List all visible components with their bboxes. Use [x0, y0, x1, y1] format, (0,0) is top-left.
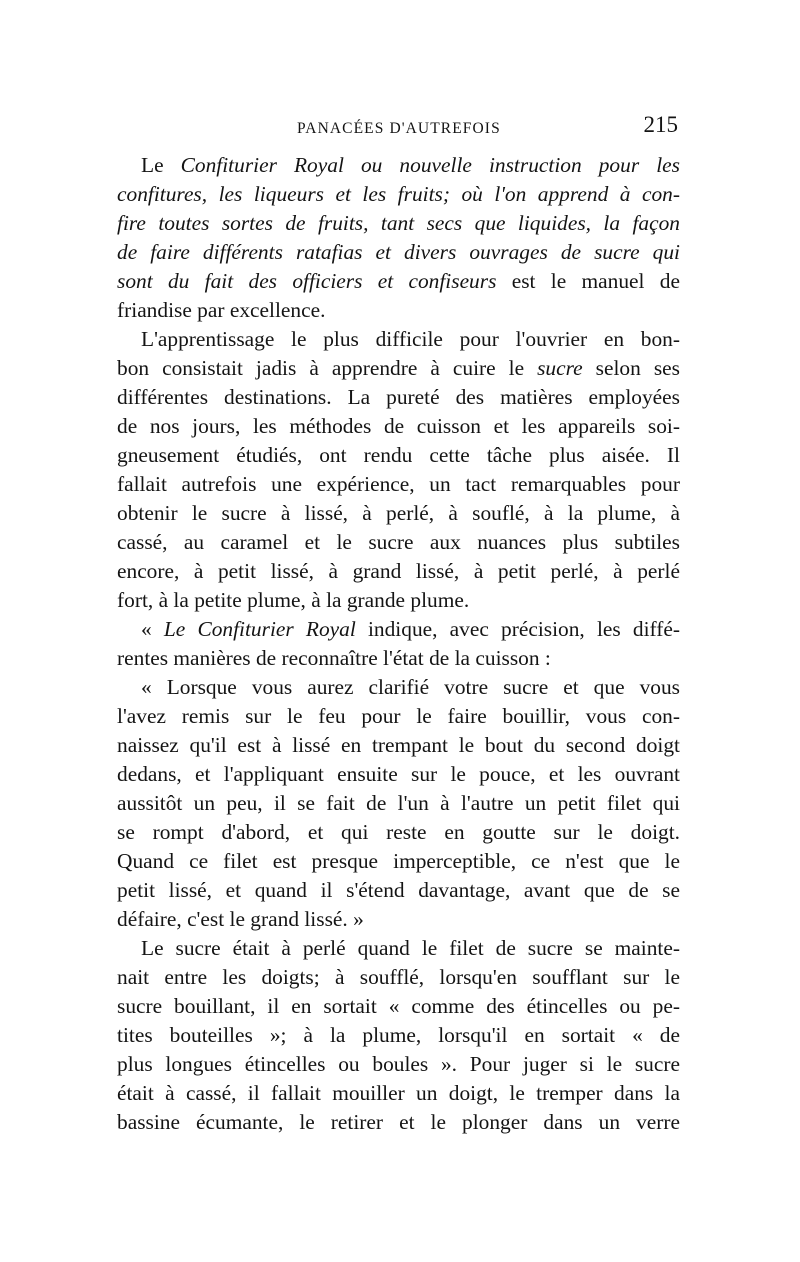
text-run: bon consistait jadis à apprendre à cuire le: [117, 356, 538, 380]
text-line: [117, 296, 680, 325]
text-run: sucre bouillant, il en sortait « comme des étincelles ou pe-: [117, 994, 680, 1018]
text-line: [117, 470, 680, 499]
italic-text: de faire différents ratafias et divers ouvrages de sucre qui: [117, 240, 680, 264]
text-run: encore, à petit lissé, à grand lissé, à petit perlé, à perlé: [117, 559, 680, 583]
text-line: [117, 238, 680, 267]
text-line: [117, 934, 680, 963]
text-line: [117, 267, 680, 296]
text-run: petit lissé, et quand il s'étend davantage, avant que de se: [117, 878, 680, 902]
text-run: fort, à la petite plume, à la grande plume.: [117, 588, 470, 612]
text-run: est le manuel de: [496, 269, 680, 293]
paragraph: [117, 673, 680, 934]
text-run: rentes manières de reconnaître l'état de la cuisson :: [117, 646, 551, 670]
text-line: [117, 354, 680, 383]
text-line: [117, 615, 680, 644]
text-run: «: [141, 617, 164, 641]
text-line: [117, 644, 680, 673]
body-text: [117, 151, 680, 1137]
text-line: [117, 383, 680, 412]
text-run: gneusement étudiés, ont rendu cette tâche plus aisée. Il: [117, 443, 680, 467]
paragraph: [117, 615, 680, 673]
text-run: obtenir le sucre à lissé, à perlé, à souflé, à la plume, à: [117, 501, 680, 525]
text-run: cassé, au caramel et le sucre aux nuances plus subtiles: [117, 530, 680, 554]
italic-text: fire toutes sortes de fruits, tant secs que liquides, la façon: [117, 211, 680, 235]
italic-text: Le Confiturier Royal: [163, 617, 356, 641]
text-line: [117, 325, 680, 354]
running-title: PANACÉES D'AUTREFOIS: [297, 120, 501, 137]
text-run: nait entre les doigts; à soufflé, lorsqu'en soufflant sur le: [117, 965, 680, 989]
text-run: dedans, et l'appliquant ensuite sur le pouce, et les ouvrant: [117, 762, 680, 786]
paragraph: [117, 325, 680, 615]
text-line: [117, 905, 680, 934]
text-line: [117, 441, 680, 470]
text-run: différentes destinations. La pureté des matières employées: [117, 385, 680, 409]
text-run: « Lorsque vous aurez clarifié votre sucre et que vous: [141, 675, 680, 699]
text-run: bassine écumante, le retirer et le plonger dans un verre: [117, 1110, 680, 1134]
text-line: [117, 1021, 680, 1050]
text-run: indique, avec précision, les diffé-: [355, 617, 680, 641]
text-line: [117, 673, 680, 702]
text-line: [117, 1050, 680, 1079]
paragraph: [117, 934, 680, 1137]
text-line: [117, 876, 680, 905]
italic-text: sont du fait des officiers et confiseurs: [117, 269, 497, 293]
text-run: fallait autrefois une expérience, un tact remarquables pour: [117, 472, 680, 496]
text-line: [117, 963, 680, 992]
text-run: friandise par excellence.: [117, 298, 326, 322]
text-line: [117, 586, 680, 615]
italic-text: Confiturier Royal ou nouvelle instruction pour les: [180, 153, 680, 177]
text-line: [117, 151, 680, 180]
text-run: aussitôt un peu, il se fait de l'un à l'autre un petit filet qui: [117, 791, 680, 815]
text-line: [117, 847, 680, 876]
text-run: Le sucre était à perlé quand le filet de sucre se mainte-: [141, 936, 680, 960]
text-line: [117, 209, 680, 238]
text-line: [117, 499, 680, 528]
text-line: [117, 760, 680, 789]
text-run: défaire, c'est le grand lissé. »: [117, 907, 364, 931]
text-line: [117, 180, 680, 209]
text-run: tites bouteilles »; à la plume, lorsqu'il en sortait « de: [117, 1023, 680, 1047]
text-line: [117, 528, 680, 557]
text-line: [117, 1108, 680, 1137]
italic-text: sucre: [537, 356, 583, 380]
italic-text: confitures, les liqueurs et les fruits; où l'on apprend à con-: [117, 182, 680, 206]
text-line: [117, 557, 680, 586]
text-run: L'apprentissage le plus difficile pour l'ouvrier en bon-: [141, 327, 680, 351]
page-number: 215: [643, 112, 678, 137]
text-line: [117, 992, 680, 1021]
text-run: naissez qu'il est à lissé en trempant le bout du second doigt: [117, 733, 680, 757]
text-run: se rompt d'abord, et qui reste en goutte sur le doigt.: [117, 820, 680, 844]
text-line: [117, 789, 680, 818]
text-run: de nos jours, les méthodes de cuisson et les appareils soi-: [117, 414, 680, 438]
text-line: [117, 818, 680, 847]
text-run: Le: [141, 153, 181, 177]
text-line: [117, 731, 680, 760]
text-run: Quand ce filet est presque imperceptible, ce n'est que le: [117, 849, 680, 873]
text-run: était à cassé, il fallait mouiller un doigt, le tremper dans la: [117, 1081, 680, 1105]
text-line: [117, 412, 680, 441]
text-run: plus longues étincelles ou boules ». Pour juger si le sucre: [117, 1052, 680, 1076]
paragraph: [117, 151, 680, 325]
text-run: selon ses: [582, 356, 680, 380]
text-line: [117, 1079, 680, 1108]
running-head: [117, 112, 680, 146]
text-run: l'avez remis sur le feu pour le faire bouillir, vous con-: [117, 704, 680, 728]
text-line: [117, 702, 680, 731]
